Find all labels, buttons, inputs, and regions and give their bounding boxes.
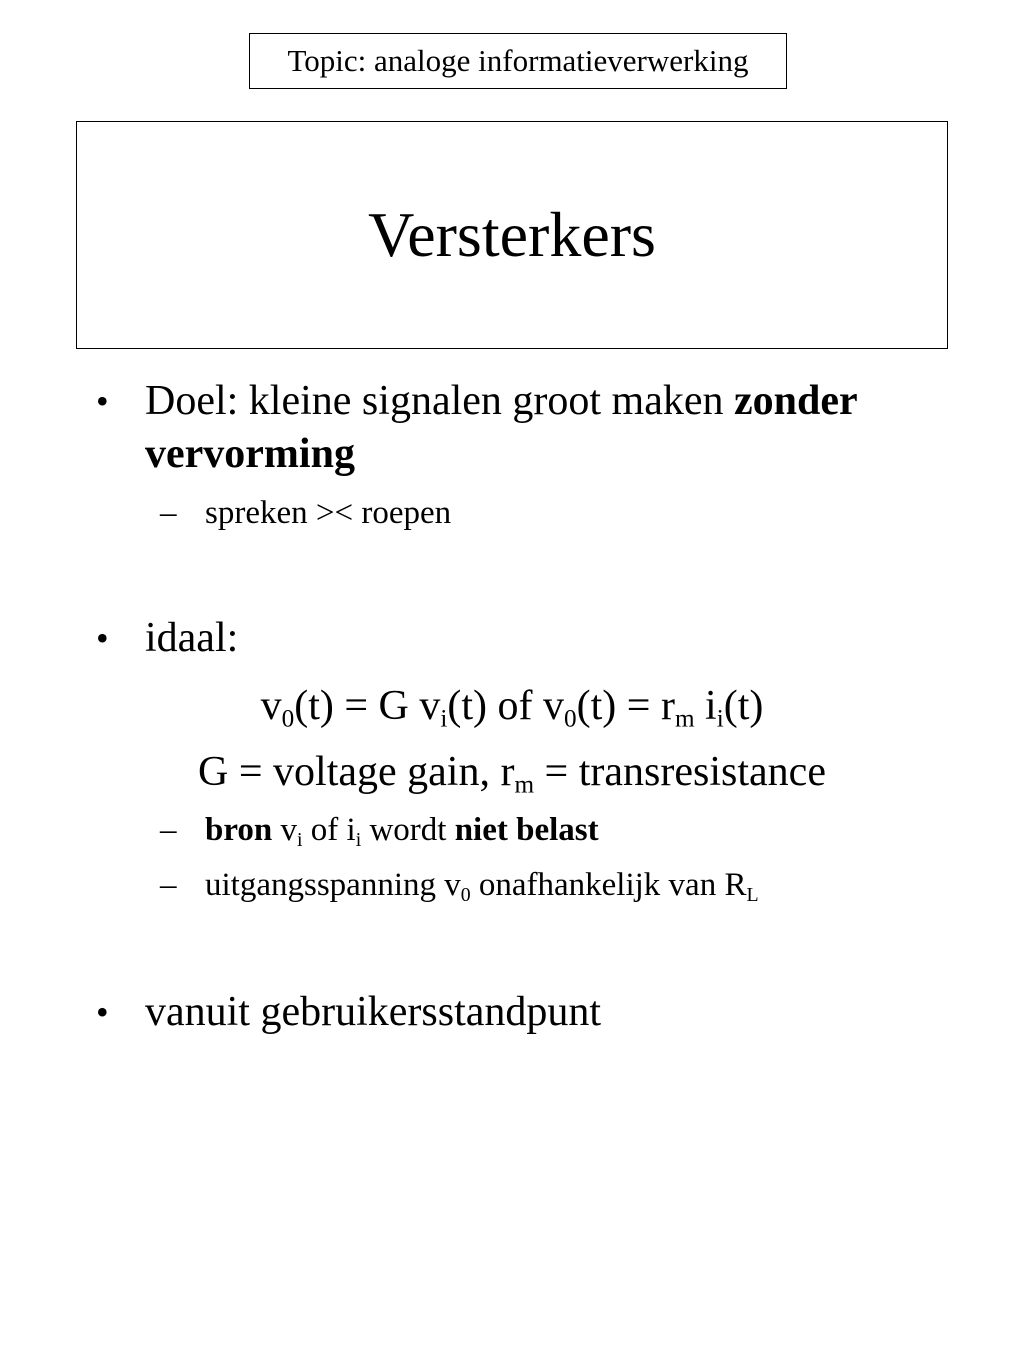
title-box (76, 121, 948, 349)
bullet-doel-bold-vervorming: vervorming (145, 431, 355, 477)
bron-sub: i (355, 828, 362, 851)
page-title: Versterkers (368, 199, 656, 270)
topic-label (249, 33, 787, 89)
eq2-part: G = voltage gain, r (198, 749, 515, 795)
eq1-sub: i (716, 705, 724, 733)
niet-belast-bold: niet belast (454, 812, 599, 848)
bron-part: of i (302, 812, 356, 848)
eq1-sub: i (440, 705, 448, 733)
sub-bullet-uitgangsspanning (205, 867, 759, 904)
bullet-doel-line1 (145, 377, 858, 425)
bullet-doel-line2 (145, 430, 355, 478)
eq1-part: (t) = G v (294, 683, 441, 729)
equation-2 (0, 748, 1024, 799)
eq1-part: i (694, 683, 717, 729)
bullet-marker: • (96, 381, 109, 421)
eq1-sub: 0 (281, 705, 295, 733)
dash-marker: – (160, 495, 177, 531)
bullet-marker: • (96, 618, 109, 658)
eq1-part: (t) of v (447, 683, 565, 729)
eq1-part: v (260, 683, 282, 729)
sub-bullet-bron (205, 812, 599, 849)
eq1-part: (t) = r (576, 683, 675, 729)
bullet-doel-text: Doel: kleine signalen groot maken (145, 378, 724, 424)
bron-part: wordt (361, 812, 455, 848)
bullet-vanuit: vanuit gebruikersstandpunt (145, 989, 602, 1035)
uitgang-sub: 0 (460, 883, 471, 906)
eq1-sub: m (674, 705, 695, 733)
dash-marker: – (160, 812, 177, 848)
bullet-marker: • (96, 992, 109, 1032)
equation-1 (0, 682, 1024, 733)
uitgang-sub: L (746, 883, 759, 906)
bullet-idaal: idaal: (145, 615, 239, 661)
bullet-doel-bold-zonder: zonder (734, 378, 858, 424)
bron-part: v (272, 812, 298, 848)
eq1-part: (t) (723, 683, 764, 729)
dash-marker: – (160, 867, 177, 903)
eq2-sub: m (514, 771, 535, 799)
bron-bold: bron (205, 812, 273, 848)
bron-sub: i (297, 828, 303, 851)
uitgang-part: uitgangsspanning v (205, 867, 461, 903)
eq2-part: = transresistance (534, 749, 826, 795)
sub-bullet-spreken: spreken >< roepen (205, 495, 452, 531)
eq1-sub: 0 (564, 705, 577, 733)
topic-text: Topic: analoge informatieverwerking (287, 43, 749, 78)
uitgang-part: onafhankelijk van R (470, 867, 747, 903)
